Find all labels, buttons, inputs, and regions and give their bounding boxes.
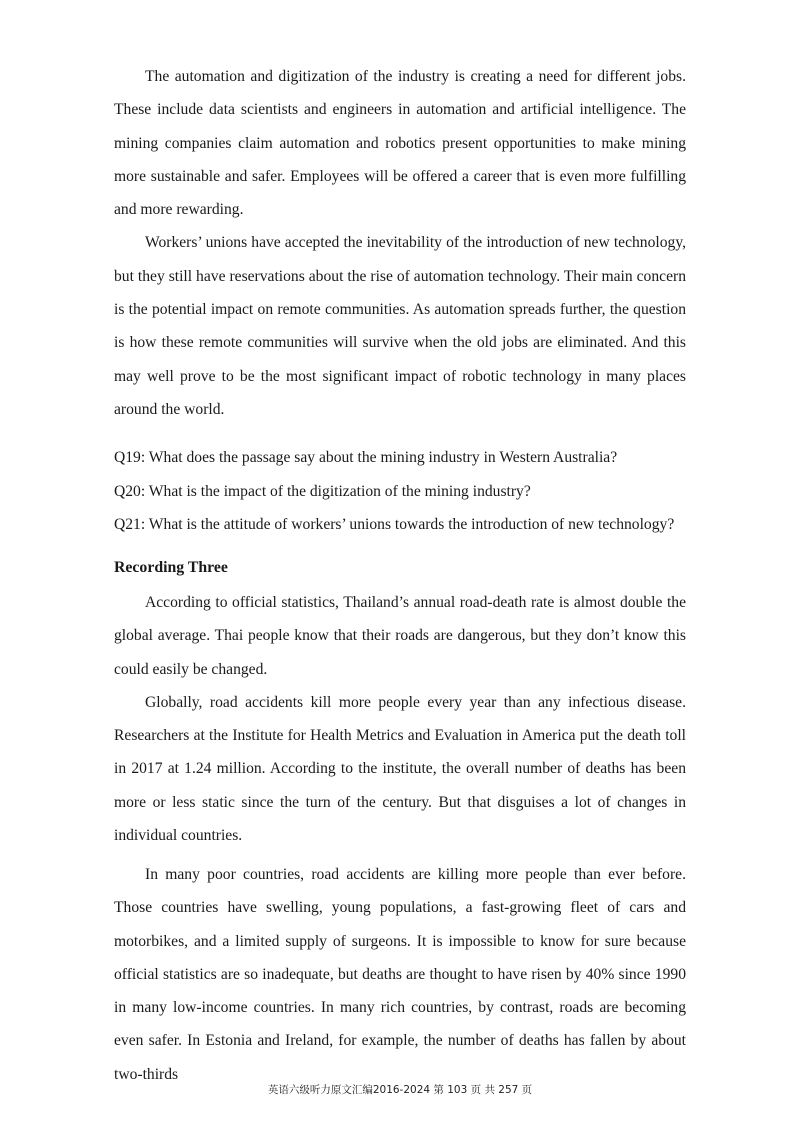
question-20: Q20: What is the impact of the digitization of the mining industry? — [114, 482, 531, 500]
page-footer: 英语六级听力原文汇编2016-2024 第 103 页 共 257 页 — [267, 1084, 533, 1096]
poor-countries-section — [114, 858, 686, 1091]
questions-list — [114, 441, 686, 542]
passage-section — [114, 60, 686, 426]
paragraph-global-road-accidents: Globally, road accidents kill more people every year than any infectious disease. Researchers at the Institute for Health Metrics and Evaluation in America put the death toll in 2017 at 1.24 million. According to the institute, the overall number of deaths has been more or less static since the turn of the century. But that disguises a lot of changes in individual countries. — [114, 693, 686, 845]
paragraph-workers-unions: Workers’ unions have accepted the inevitability of the introduction of new technology, but they still have reservations about the rise of automation technology. Their main concern is the potential impact on remote communities. As automation spreads further, the question is how these remote communities will survive when the old jobs are eliminated. And this may well prove to be the most significant impact of robotic technology in many places around the world. — [114, 234, 686, 418]
recording-heading-block — [114, 556, 686, 580]
paragraph-thailand-road-deaths: According to official statistics, Thailand’s annual road-death rate is almost double the global average. Thai people know that their roads are dangerous, but they don’t know this could easily be changed. — [114, 594, 686, 678]
paragraph-poor-countries: In many poor countries, road accidents are killing more people than ever before. Those countries have swelling, young populations, a fast-growing fleet of cars and motorbikes, and a limited supply of surgeons. It is impossible to know for sure because official statistics are so inadequate, but deaths are thought to have risen by 40% since 1990 in many low-income countries. In many rich countries, by contrast, roads are becoming even safer. In Estonia and Ireland, for example, the number of deaths has fallen by about two-thirds — [114, 866, 686, 1083]
paragraph-automation-jobs: The automation and digitization of the industry is creating a need for different jobs. These include data scientists and engineers in automation and artificial intelligence. The mining companies claim automation and robotics present opportunities to make mining more sustainable and safer. Employees will be offered a career that is even more fulfilling and more rewarding. — [114, 68, 686, 219]
question-21: Q21: What is the attitude of workers’ unions towards the introduction of new technology? — [114, 516, 675, 533]
recording-heading: Recording Three — [114, 559, 228, 576]
recording-three-section — [114, 586, 686, 852]
question-19: Q19: What does the passage say about the mining industry in Western Australia? — [114, 449, 618, 466]
